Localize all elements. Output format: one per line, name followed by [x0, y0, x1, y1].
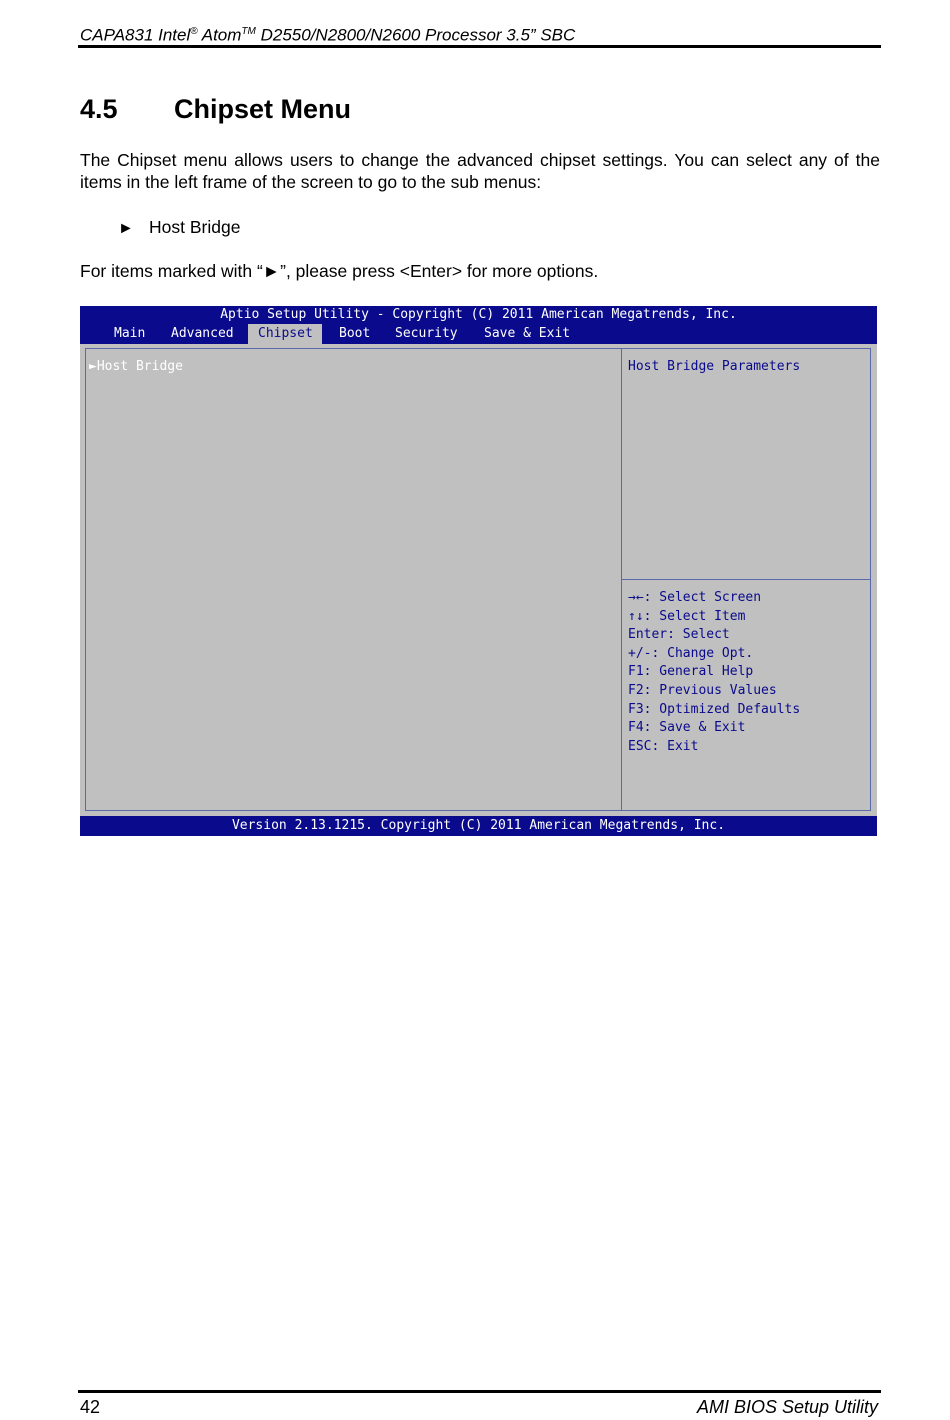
tab-security[interactable]: Security — [395, 326, 458, 341]
key-legend — [628, 589, 800, 756]
key-hint: F4: Save & Exit — [628, 720, 746, 736]
footer-rule — [78, 1390, 881, 1393]
tab-advanced[interactable]: Advanced — [171, 326, 234, 341]
bullet-label: Host Bridge — [149, 217, 241, 237]
arrow-right-icon: ► — [118, 220, 134, 237]
bios-screenshot — [80, 306, 877, 836]
frame-divider-horizontal — [622, 579, 870, 580]
intro-paragraph: The Chipset menu allows users to change the advanced chipset settings. You can select any of the items in the left frame of the screen to go to the sub menus: — [80, 150, 880, 192]
bios-version-bar: Version 2.13.1215. Copyright (C) 2011 American Megatrends, Inc. — [80, 816, 877, 836]
tab-chipset[interactable]: Chipset — [248, 324, 322, 344]
section-heading — [80, 94, 351, 125]
help-title: Host Bridge Parameters — [628, 359, 801, 374]
section-title: Chipset Menu — [174, 94, 352, 124]
note-paragraph: For items marked with “►”, please press <Enter> for more options. — [80, 261, 599, 281]
key-hint: Enter: Select — [628, 627, 730, 643]
bios-title-bar — [80, 306, 877, 344]
bios-tab-bar — [80, 324, 877, 344]
header-rule — [78, 45, 881, 48]
tab-main[interactable]: Main — [114, 326, 146, 341]
key-hint: +/-: Change Opt. — [628, 645, 754, 661]
key-hint: F2: Previous Values — [628, 682, 777, 698]
footer-title: AMI BIOS Setup Utility — [696, 1397, 878, 1417]
page-number: 42 — [80, 1397, 101, 1417]
key-hint: F3: Optimized Defaults — [628, 701, 801, 717]
running-header: CAPA831 Intel® Atom™ D2550/N2800/N2600 Processor 3.5” SBC — [80, 25, 576, 45]
key-hint: ↑↓: Select Item — [628, 608, 746, 624]
key-hint: →←: Select Screen — [628, 590, 762, 605]
tab-boot[interactable]: Boot — [339, 326, 371, 341]
bios-main-frame — [85, 348, 871, 811]
key-hint: F1: General Help — [628, 664, 754, 680]
tab-save-exit[interactable]: Save & Exit — [484, 326, 571, 341]
menu-item-host-bridge[interactable]: ►Host Bridge — [89, 359, 183, 374]
bios-title: Aptio Setup Utility - Copyright (C) 2011 American Megatrends, Inc. — [220, 307, 737, 322]
key-hint: ESC: Exit — [628, 738, 699, 754]
section-number: 4.5 — [80, 94, 118, 124]
submenu-bullet — [118, 217, 240, 238]
